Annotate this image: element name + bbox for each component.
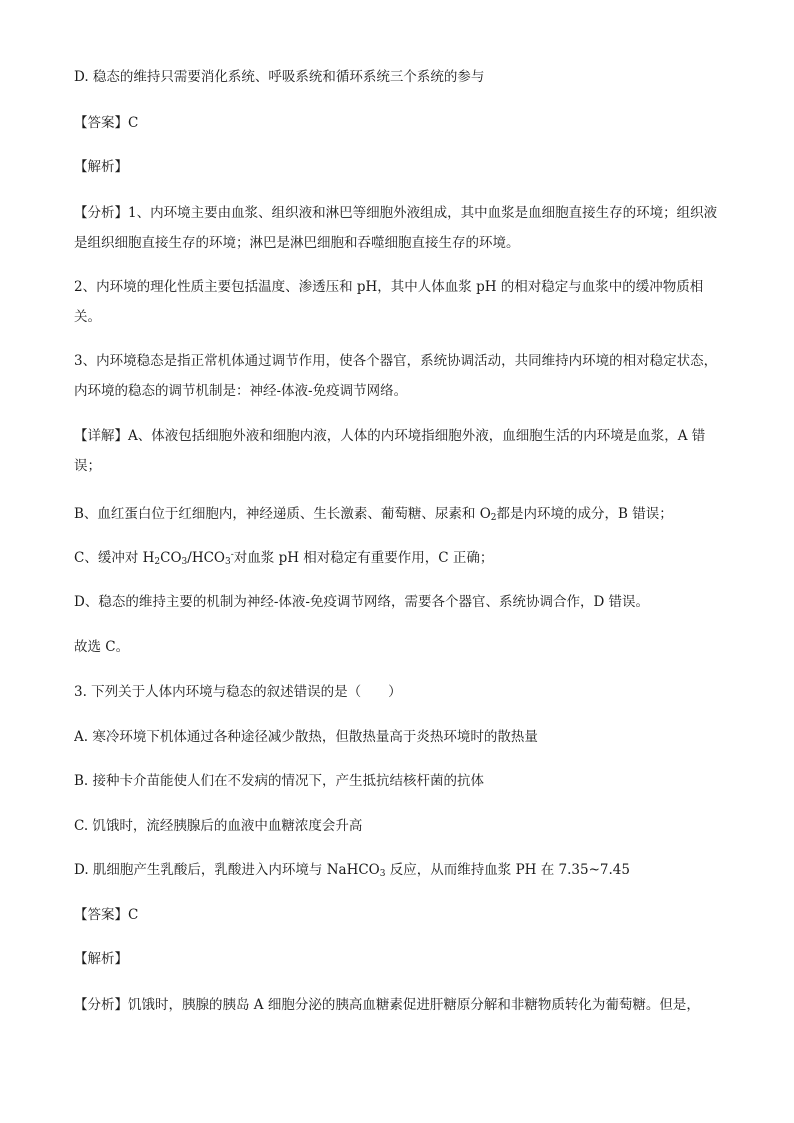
xiangjie-c-pre: C、缓冲对 H [74, 550, 155, 566]
xiangjie-c-mid2: /HCO [187, 550, 225, 566]
xiangjie-b-pre: B、血红蛋白位于红细胞内，神经递质、生长激素、葡萄糖、尿素和 O [74, 506, 491, 522]
xiangjie-c-sub2: 3 [181, 557, 188, 567]
fenxi-label: 【分析】 [74, 205, 128, 221]
q2-conclusion: 故选 C。 [74, 639, 130, 655]
fenxi-text: 饥饿时，胰腺的胰岛 A 细胞分泌的胰高血糖素促进肝糖原分解和非糖物质转化为葡萄糖。但是， [128, 997, 700, 1013]
xiangjie-c-sup: - [230, 550, 234, 560]
xiangjie-c-sub3: 3 [225, 557, 231, 567]
q3-answer [74, 906, 722, 924]
answer-value: C [128, 907, 139, 923]
fenxi-label: 【分析】 [74, 997, 128, 1013]
xiangjie-a-text: A、体液包括细胞外液和细胞内液，人体的内环境指细胞外液，血细胞生活的内环境是血浆，A 错误； [74, 428, 706, 474]
q2-fenxi-p3: 3、内环境稳态是指正常机体通过调节作用，使各个器官，系统协调活动，共同维持内环境的相对稳定状态，内环境的稳态的调节机制是：神经-体液-免疫调节网络。 [74, 353, 718, 399]
q3-option-d-post: 反应，从而维持血浆 PH 在 7.35~7.45 [385, 862, 630, 878]
q3-option-d [74, 861, 722, 879]
xiangjie-b-sub: 2 [490, 513, 497, 523]
xiangjie-label: 【详解】 [74, 428, 128, 444]
q2-xiangjie-d: D、稳态的维持主要的机制为神经-体液-免疫调节网络，需要各个器官、系统协调合作，D 错误。 [74, 594, 650, 610]
answer-label: 【答案】 [74, 907, 128, 923]
q3-fenxi-p1 [74, 996, 722, 1014]
q3-option-d-sub: 3 [379, 869, 386, 879]
q3-option-a: A. 寒冷环境下机体通过各种途径减少散热，但散热量高于炎热环境时的散热量 [74, 729, 538, 745]
q3-option-d-pre: D. 肌细胞产生乳酸后，乳酸进入内环境与 NaHCO [74, 862, 380, 878]
q2-answer [74, 114, 722, 132]
xiangjie-c-sub1: 2 [154, 557, 161, 567]
fenxi-text: 1、内环境主要由血浆、组织液和淋巴等细胞外液组成，其中血浆是血细胞直接生存的环境；组织液是组织细胞直接生存的环境；淋巴是淋巴细胞和吞噬细胞直接生存的环境。 [74, 205, 718, 251]
q2-fenxi-p1 [74, 198, 722, 258]
xiangjie-c-post: 对血浆 pH 相对稳定有重要作用，C 正确； [233, 550, 494, 566]
q2-xiangjie-c [74, 549, 722, 567]
answer-label: 【答案】 [74, 115, 128, 131]
answer-value: C [128, 115, 139, 131]
q2-analysis-label: 【解析】 [74, 159, 128, 175]
q3-option-b: B. 接种卡介苗能使人们在不发病的情况下，产生抵抗结核杆菌的抗体 [74, 773, 485, 789]
q2-option-d: D. 稳态的维持只需要消化系统、呼吸系统和循环系统三个系统的参与 [74, 69, 485, 85]
q3-analysis-label: 【解析】 [74, 951, 128, 967]
xiangjie-b-post: 都是内环境的成分，B 错误； [496, 506, 673, 522]
q2-xiangjie-a [74, 421, 722, 481]
q3-stem: 3. 下列关于人体内环境与稳态的叙述错误的是（ ） [74, 684, 402, 700]
q2-xiangjie-b [74, 505, 722, 523]
xiangjie-c-mid1: CO [160, 550, 182, 566]
q2-fenxi-p2: 2、内环境的理化性质主要包括温度、渗透压和 pH，其中人体血浆 pH 的相对稳定与血浆中的缓冲物质相关。 [74, 279, 704, 325]
q3-option-c: C. 饥饿时，流经胰腺后的血液中血糖浓度会升高 [74, 818, 363, 834]
